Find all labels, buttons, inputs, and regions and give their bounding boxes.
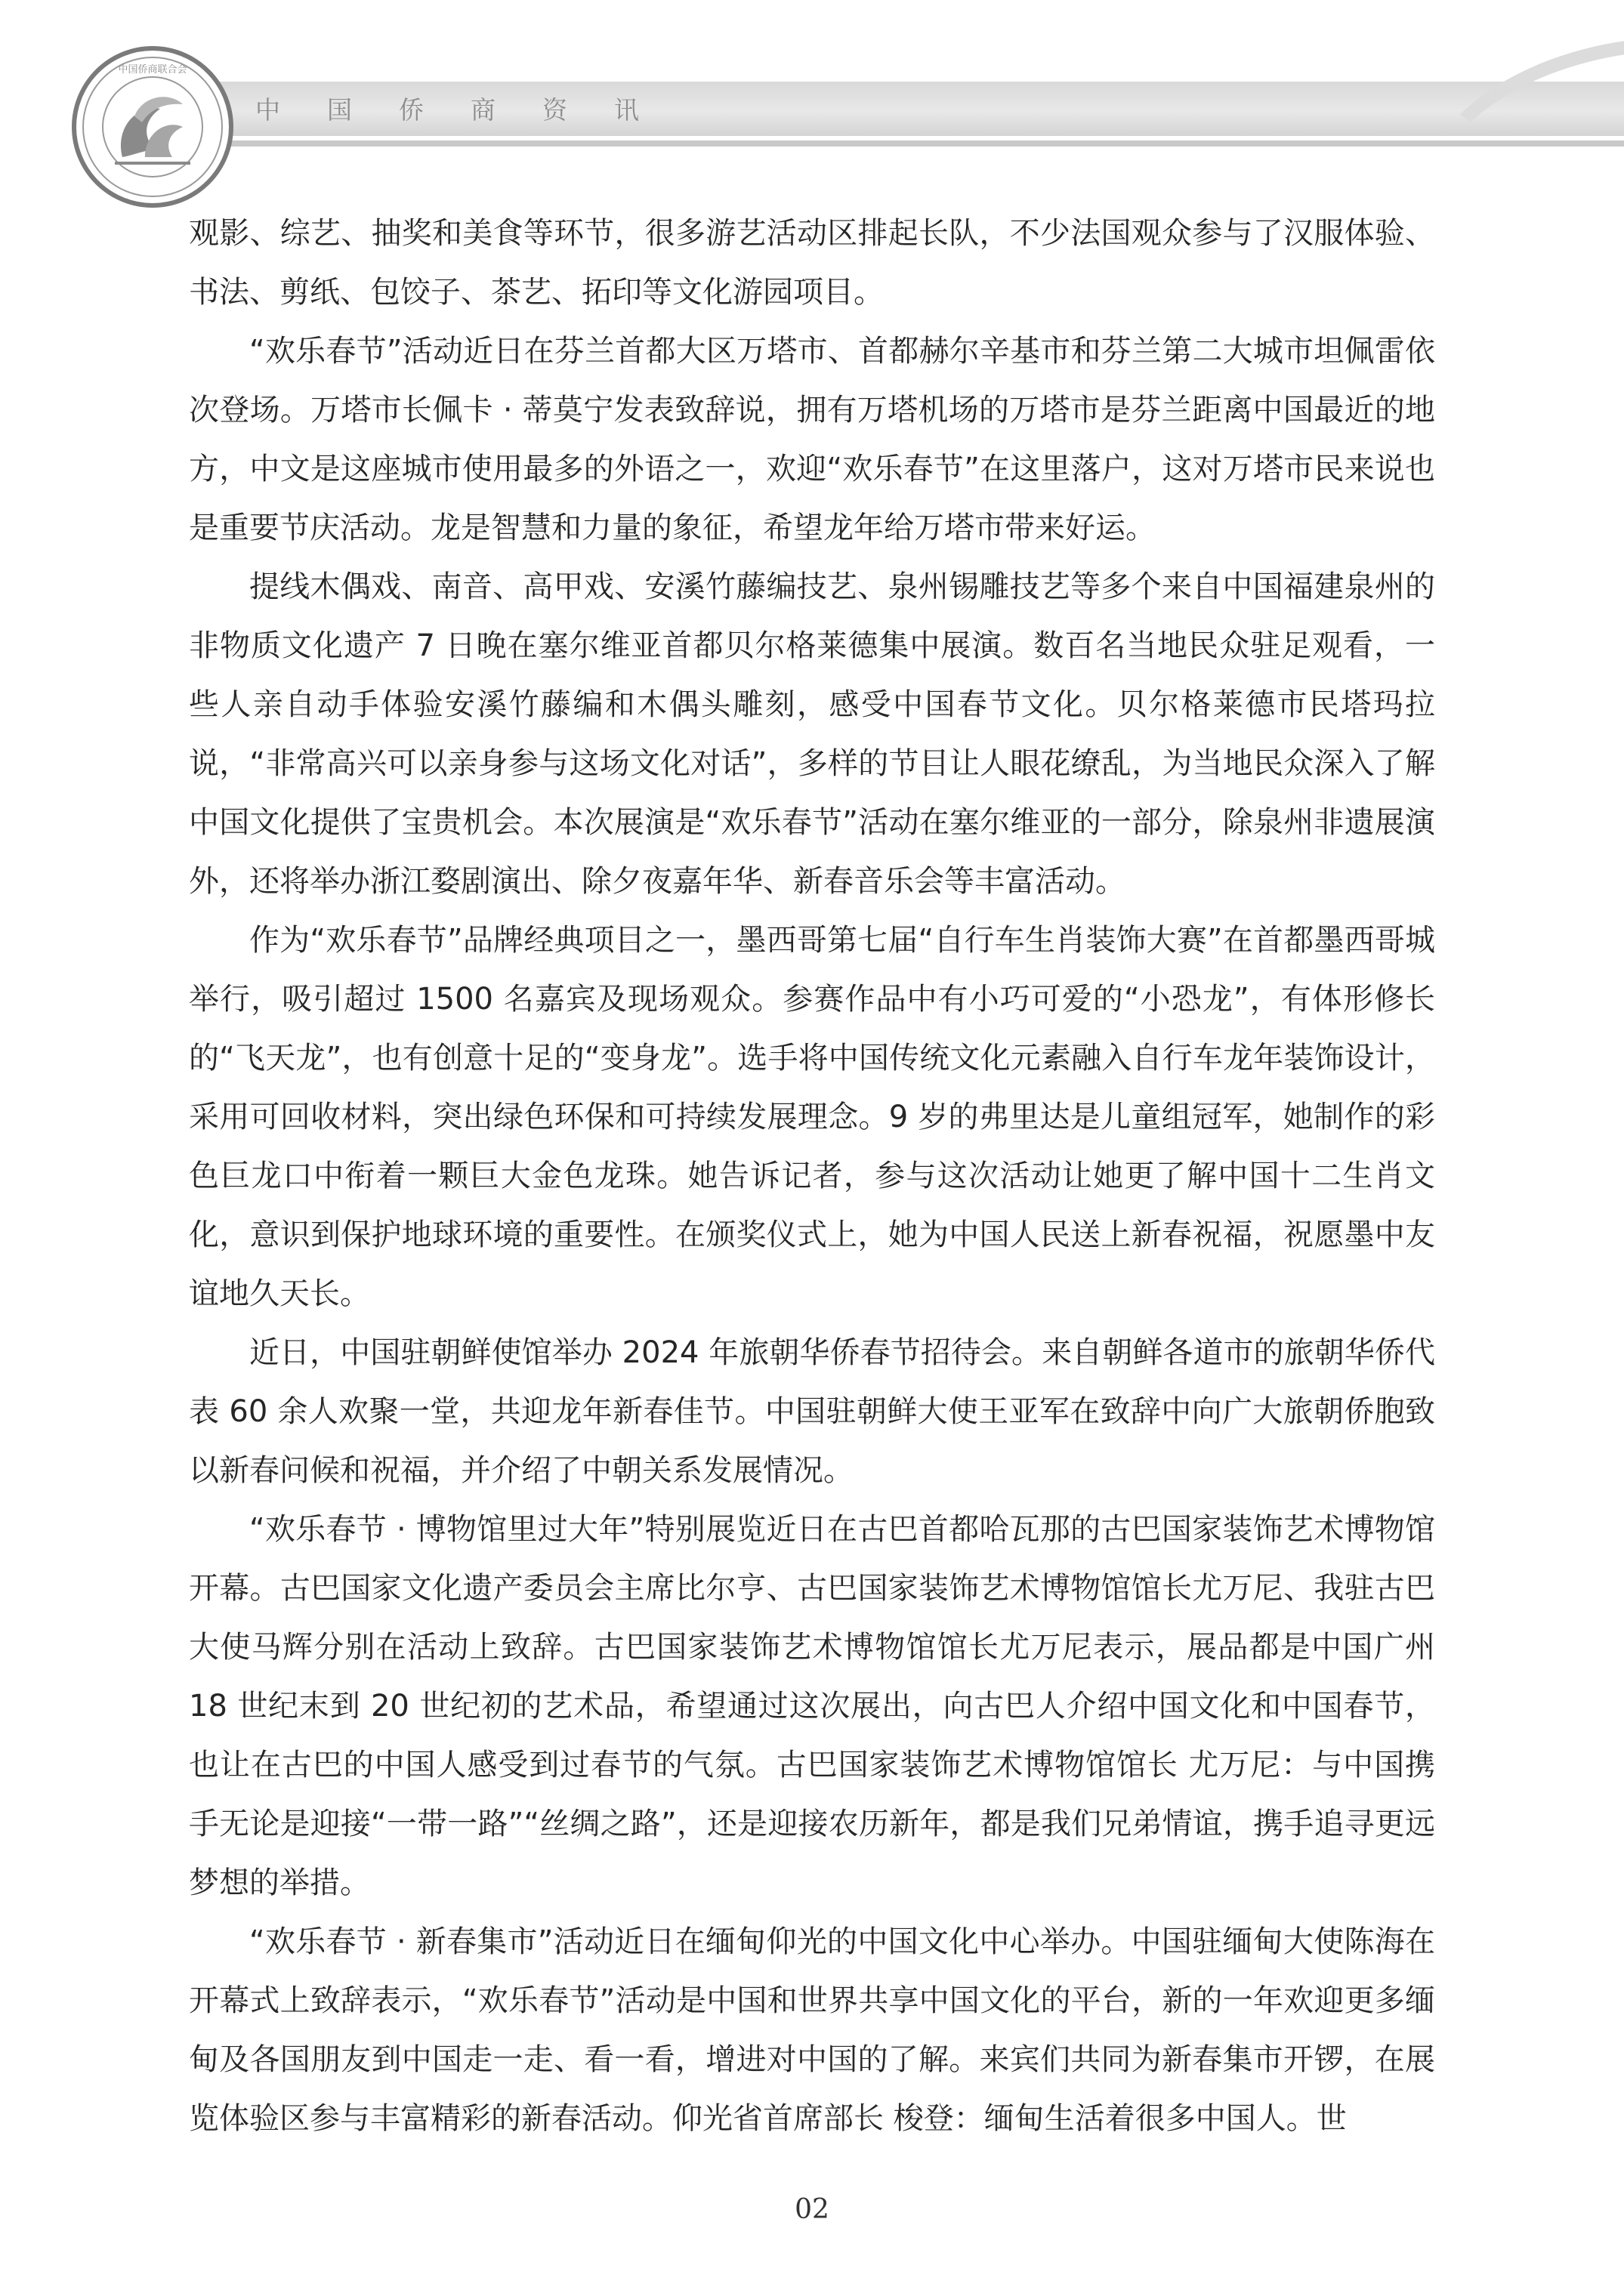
svg-text:中国侨商联合会: 中国侨商联合会 xyxy=(118,64,187,76)
paragraph-3: 提线木偶戏、南音、高甲戏、安溪竹藤编技艺、泉州锡雕技艺等多个来自中国福建泉州的非物质文化遗产 7 日晚在塞尔维亚首都贝尔格莱德集中展演。数百名当地民众驻足观看，一些人亲自动手体验安溪竹藤编和木偶头雕刻，感受中国春节文化。贝尔格莱德市民塔玛拉说，“非常高兴可以亲身参与这场文化对话”，多样的节目让人眼花缭乱，为当地民众深入了解中国文化提供了宝贵机会。本次展演是“欢乐春节”活动在塞尔维亚的一部分，除泉州非遗展演外，还将举办浙江婺剧演出、除夕夜嘉年华、新春音乐会等丰富活动。 xyxy=(189,569,1435,899)
paragraph-6: “欢乐春节 · 博物馆里过大年”特别展览近日在古巴首都哈瓦那的古巴国家装饰艺术博物馆开幕。古巴国家文化遗产委员会主席比尔亨、古巴国家装饰艺术博物馆馆长尤万尼、我驻古巴大使马辉分别在活动上致辞。古巴国家装饰艺术博物馆馆长尤万尼表示，展品都是中国广州 18 世纪末到 20 世纪初的艺术品，希望通过这次展出，向古巴人介绍中国文化和中国春节，也让在古巴的中国人感受到过春节的气氛。古巴国家装饰艺术博物馆馆长 尤万尼：与中国携手无论是迎接“一带一路”“丝绸之路”，还是迎接农历新年，都是我们兄弟情谊，携手追寻更远梦想的举措。 xyxy=(189,1512,1435,1900)
paragraph-2: “欢乐春节”活动近日在芬兰首都大区万塔市、首都赫尔辛基市和芬兰第二大城市坦佩雷依次登场。万塔市长佩卡 · 蒂莫宁发表致辞说，拥有万塔机场的万塔市是芬兰距离中国最近的地方，中文是这座城市使用最多的外语之一，欢迎“欢乐春节”在这里落户，这对万塔市民来说也是重要节庆活动。龙是智慧和力量的象征，希望龙年给万塔市带来好运。 xyxy=(189,334,1435,545)
page-number: 02 xyxy=(795,2194,829,2225)
header-title: 中国侨商资讯 xyxy=(255,95,686,125)
header-decorative-arc xyxy=(1403,9,1624,338)
paragraph-5: 近日，中国驻朝鲜使馆举办 2024 年旅朝华侨春节招待会。来自朝鲜各道市的旅朝华侨代表 60 余人欢聚一堂，共迎龙年新春佳节。中国驻朝鲜大使王亚军在致辞中向广大旅朝侨胞致以新春问候和祝福，并介绍了中朝关系发展情况。 xyxy=(189,1335,1435,1488)
paragraph-4: 作为“欢乐春节”品牌经典项目之一，墨西哥第七届“自行车生肖装饰大赛”在首都墨西哥城举行，吸引超过 1500 名嘉宾及现场观众。参赛作品中有小巧可爱的“小恐龙”，有体形修长的“飞天龙”，也有创意十足的“变身龙”。选手将中国传统文化元素融入自行车龙年装饰设计，采用可回收材料，突出绿色环保和可持续发展理念。9 岁的弗里达是儿童组冠军，她制作的彩色巨龙口中衔着一颗巨大金色龙珠。她告诉记者，参与这次活动让她更了解中国十二生肖文化，意识到保护地球环境的重要性。在颁奖仪式上，她为中国人民送上新春祝福，祝愿墨中友谊地久天长。 xyxy=(189,923,1435,1311)
swirl-emblem-icon xyxy=(69,44,236,210)
paragraph-7: “欢乐春节 · 新春集市”活动近日在缅甸仰光的中国文化中心举办。中国驻缅甸大使陈海在开幕式上致辞表示，“欢乐春节”活动是中国和世界共享中国文化的平台，新的一年欢迎更多缅甸及各国朋友到中国走一走、看一看，增进对中国的了解。来宾们共同为新春集市开锣，在展览体验区参与丰富精彩的新春活动。仰光省首席部长 梭登：缅甸生活着很多中国人。世 xyxy=(189,1924,1435,2136)
header-band-underline xyxy=(227,140,1624,147)
paragraph-1: 观影、综艺、抽奖和美食等环节，很多游艺活动区排起长队，不少法国观众参与了汉服体验、书法、剪纸、包饺子、茶艺、拓印等文化游园项目。 xyxy=(189,216,1435,310)
article-body xyxy=(189,204,1435,2148)
